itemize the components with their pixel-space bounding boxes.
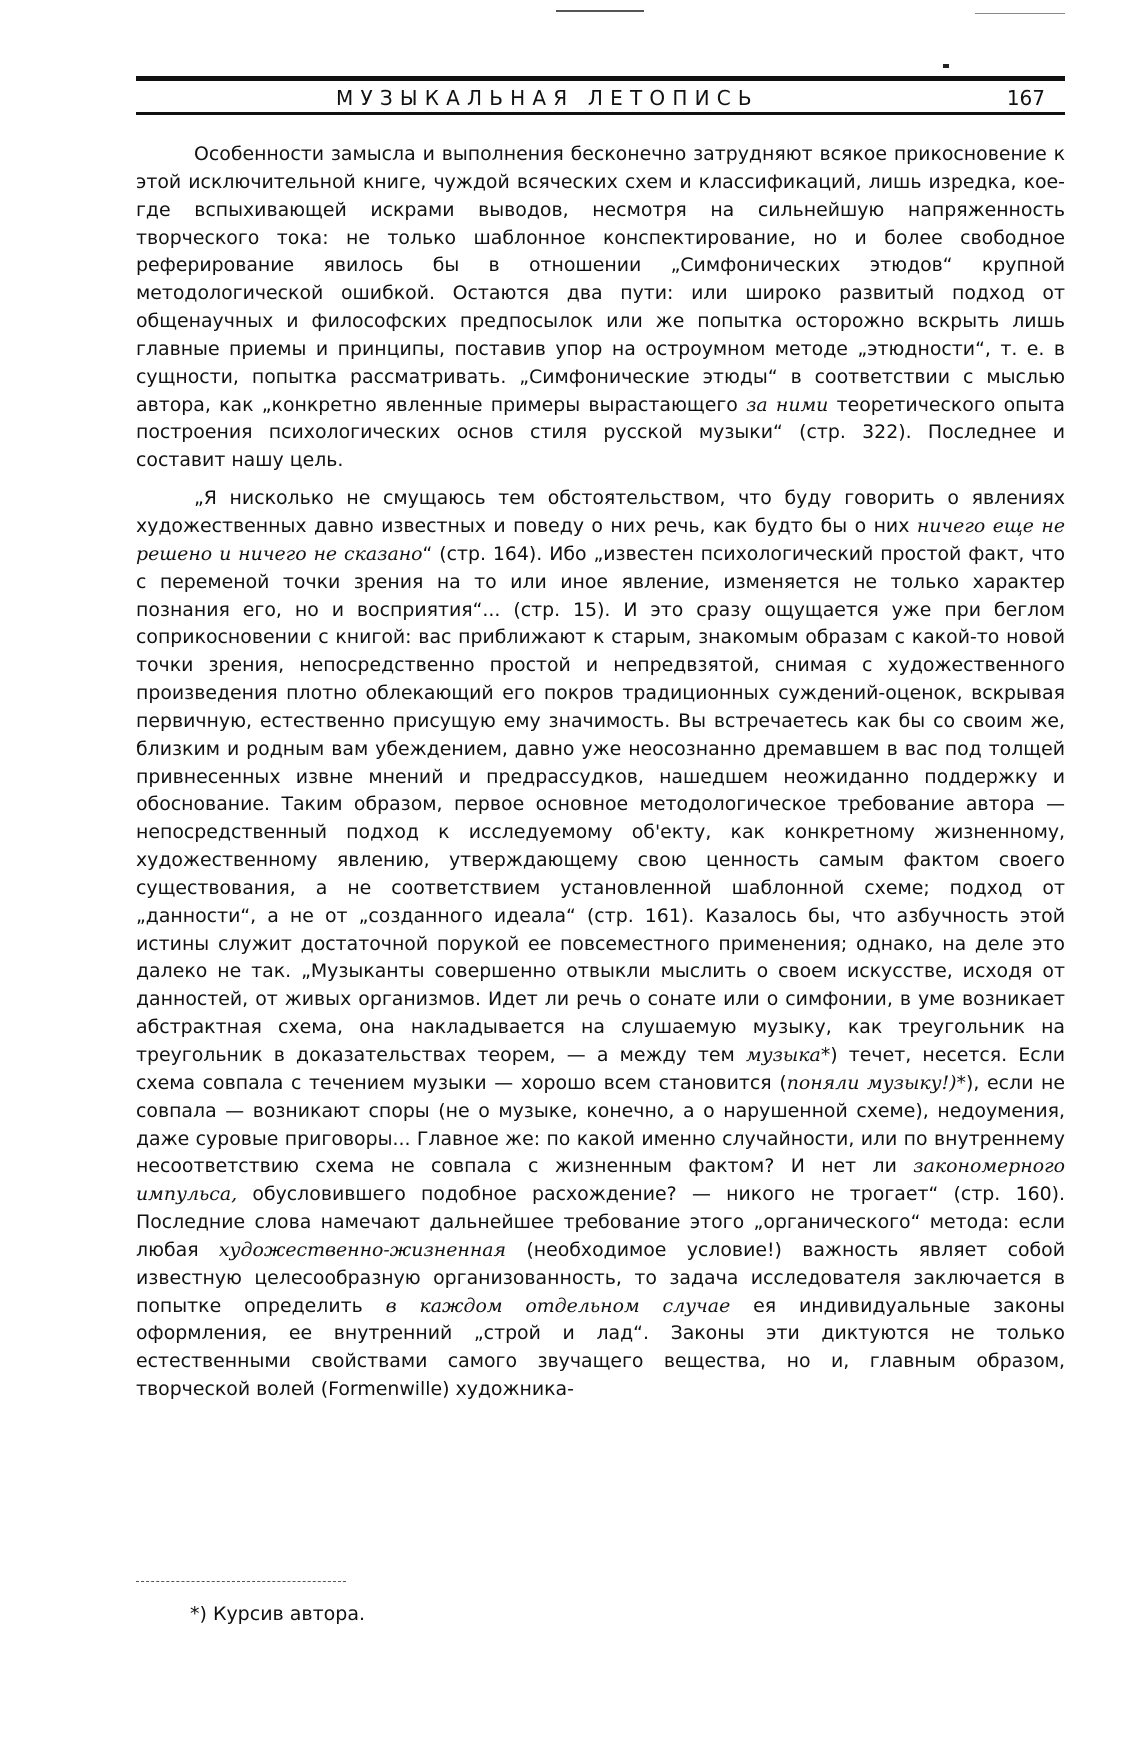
scan-artifact-top-dot bbox=[943, 64, 949, 68]
text-run: (необходимое условие!) важность являет собой известную целесообразную организованность, то задача исследователя заключается в попытке определить bbox=[136, 1238, 1065, 1317]
header-bottom-rule bbox=[136, 112, 1065, 115]
running-head bbox=[136, 86, 1065, 112]
text-run: „Я нисколько не смущаюсь тем обстоятельством, что буду говорить о явлениях художественных давно известных и поведу о них речь, как будто бы о них bbox=[136, 487, 1065, 537]
italic-text: художественно-жизненная bbox=[218, 1238, 507, 1261]
text-run: обусловившего подобное расхождение? — никого не трогает“ (стр. 160). Последние слова намечают дальнейшее требование этого „органического“ метода: если любая bbox=[136, 1183, 1065, 1261]
page-number: 167 bbox=[1006, 86, 1045, 110]
italic-text: ничего еще не решено и ничего не сказано bbox=[136, 514, 1065, 565]
paragraph bbox=[136, 485, 1065, 1404]
text-run: ея индивидуальные законы оформления, ее внутренний „строй и лад“. Законы эти диктуются не только естественными свойствами самого звучащего вещества, но и, главным образом, творческой волей (Formenwille) художника- bbox=[136, 1294, 1065, 1401]
running-title: МУЗЫКАЛЬНАЯ ЛЕТОПИСЬ bbox=[336, 86, 759, 110]
text-run: “ (стр. 164). Ибо „известен психологический простой факт, что с переменой точки зрения на то или иное явление, изменяется не только характер познания его, но и восприятия“... (стр. 15). И это сразу ощущается уже при беглом соприкосновении с книгой: вас приближают к старым, знакомым образам с какой-то новой точки зрения, непосредственно простой и непредвзятой, снимая с художественного произведения плотно облекающий его покров традиционных суждений-оценок, вскрывая первичную, естественно присущую ему значимость. Вы встречаетесь как бы со своим же, близким и родным вам убеждением, давно уже неосознанно дремавшем в вас под толщей привнесенных извне мнений и предрассудков, нашедшем неожиданно поддержку и обоснование. Таким образом, первое основное методологическое требование автора — непосредственный подход к исследуемому об'екту, как конкретному жизненному, художественному явлению, утверждающему свою ценность самым фактом своего существования, а не соответствием установленной шаблонной схеме; подход от „данности“, а не от „созданного идеала“ (стр. 161). Казалось бы, что азбучность этой истины служит достаточной порукой ее повсеместного применения; однако, на деле это далеко не так. „Музыканты совершенно отвыкли мыслить о своем искусстве, исходя от данностей, от живых организмов. Идет ли речь о сонате или о симфонии, в уме возникает абстрактная схема, она накладывается на слушаемую музыку, как треугольник на треугольник в доказательствах теорем, — а между тем bbox=[136, 542, 1065, 1066]
paragraph bbox=[136, 141, 1065, 475]
text-run: Особенности замысла и выполнения бесконечно затрудняют всякое прикосновение к этой исключительной книге, чуждой всяческих схем и классификаций, лишь изредка, кое-где вспыхивающей искрами выводов, несмотря на сильнейшую напряженность творческого тока: не только шаблонное конспектирование, но и более свободное реферирование явилось бы в отношении „Симфонических этюдов“ крупной методологической ошибкой. Остаются два пути: или широко развитый подход от общенаучных и философских предпосылок или же попытка осторожно вскрыть лишь главные приемы и принципы, поставив упор на остроумном методе „этюдности“, т. е. в сущности, попытка рассматривать. „Симфонические этюды“ в соответствии с мыслью автора, как „конкретно явленные примеры вырастающего bbox=[136, 143, 1065, 416]
italic-text: поняли музыку!) bbox=[786, 1071, 957, 1094]
text-run: *) течет, несется. Если схема совпала с течением музыки — хорошо всем становится ( bbox=[136, 1044, 1065, 1094]
article-body bbox=[136, 141, 1065, 1404]
footnote-separator bbox=[136, 1581, 346, 1582]
italic-text: закономерного импульса, bbox=[136, 1155, 1065, 1206]
text-run: *), если не совпала — возникают споры (не о музыке, конечно, а о нарушенной схеме), недоумения, даже суровые приговоры... Главное же: по какой именно случайности, или по внутреннему несоответствию схема не совпала с жизненным фактом? И нет ли bbox=[136, 1071, 1065, 1178]
scan-artifact-top-left bbox=[556, 10, 644, 12]
italic-text: музыка bbox=[745, 1044, 821, 1066]
italic-text: в каждом отдельном случае bbox=[385, 1294, 731, 1317]
text-run: теоретического опыта построения психологических основ стиля русской музыки“ (стр. 322). Последнее и составит нашу цель. bbox=[136, 393, 1065, 472]
footnote: *) Курсив автора. bbox=[190, 1603, 366, 1625]
scan-artifact-top-right bbox=[975, 13, 1065, 14]
header-top-rule bbox=[136, 76, 1065, 81]
italic-text: за ними bbox=[746, 393, 829, 416]
